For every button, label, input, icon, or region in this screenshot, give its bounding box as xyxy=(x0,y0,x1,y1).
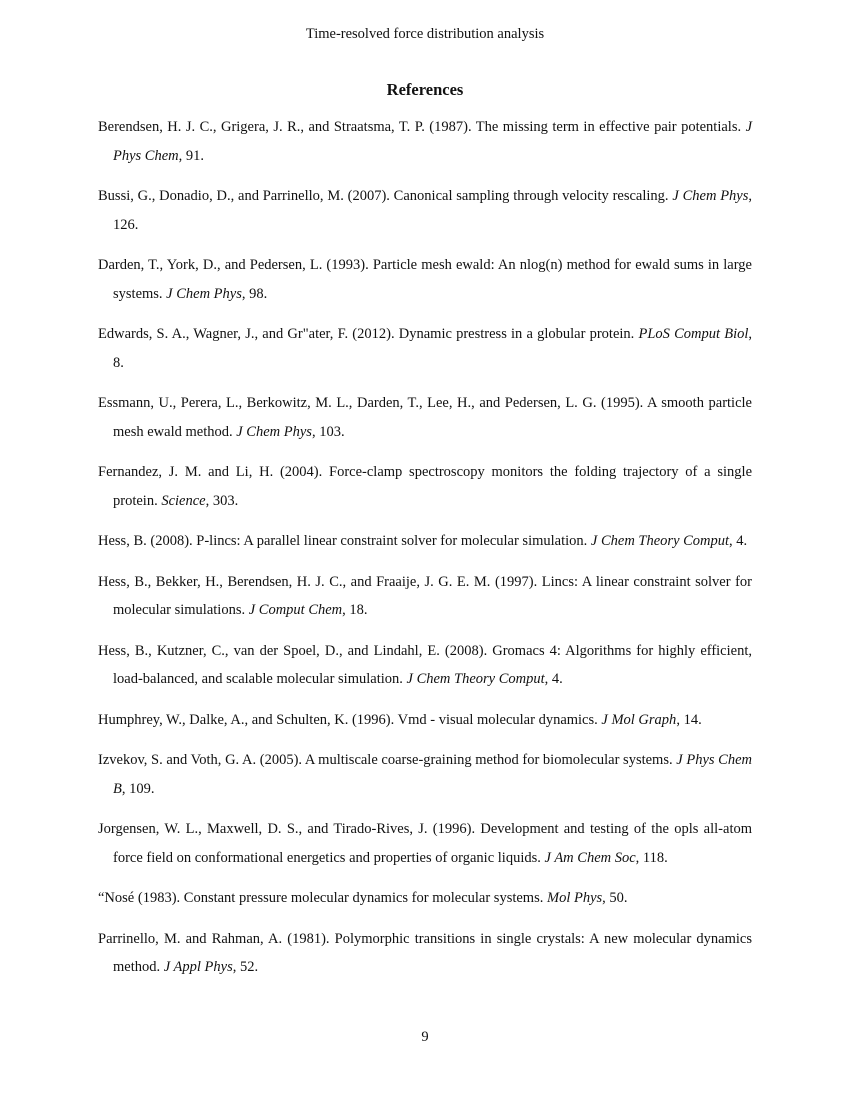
reference-venue: J Chem Phys xyxy=(166,285,242,302)
reference-item xyxy=(98,389,752,446)
section-title: References xyxy=(386,80,464,99)
reference-text: Hess, B., Bekker, H., Berendsen, H. J. C., and Fraaije, J. G. E. M. (1997). Lincs: A linear constraint solver for molecular simulations. xyxy=(98,573,752,618)
reference-text: Bussi, G., Donadio, D., and Parrinello, M. (2007). Canonical sampling through velocity rescaling. xyxy=(98,188,669,204)
reference-text: Parrinello, M. and Rahman, A. (1981). Polymorphic transitions in single crystals: A new molecular dynamics method. xyxy=(98,930,752,975)
reference-item xyxy=(98,706,752,735)
reference-text: Essmann, U., Perera, L., Berkowitz, M. L., Darden, T., Lee, H., and Pedersen, L. G. (1995). A smooth particle mesh ewald method. xyxy=(98,395,752,440)
reference-text: Izvekov, S. and Voth, G. A. (2005). A multiscale coarse-graining method for biomolecular systems. xyxy=(98,752,673,768)
reference-venue: J Am Chem Soc xyxy=(544,849,636,866)
reference-volume: , 109. xyxy=(121,780,155,797)
reference-item xyxy=(98,815,752,872)
reference-text: Berendsen, H. J. C., Grigera, J. R., and Straatsma, T. P. (1987). The missing term in effective pair potentials. xyxy=(98,119,742,135)
reference-venue: J Appl Phys xyxy=(163,959,233,975)
reference-venue: PLoS Comput Biol xyxy=(638,326,749,342)
reference-volume: , 126. xyxy=(113,188,753,233)
reference-volume: , 98. xyxy=(241,285,268,302)
reference-venue: J Chem Phys xyxy=(672,188,749,204)
reference-item xyxy=(98,568,752,625)
reference-volume: , 103. xyxy=(311,423,345,440)
reference-text: Jorgensen, W. L., Maxwell, D. S., and Tirado-Rives, J. (1996). Development and testing of the opls all-atom force field on conformational energetics and properties of organic liquids. xyxy=(98,821,752,866)
reference-item xyxy=(98,925,752,982)
reference-item xyxy=(98,251,752,308)
reference-volume: , 14. xyxy=(676,711,702,728)
reference-volume: , 52. xyxy=(232,959,259,975)
reference-volume: , 4. xyxy=(544,671,563,687)
reference-item xyxy=(98,746,752,803)
reference-volume: , 18. xyxy=(342,602,368,618)
reference-venue: J Mol Graph xyxy=(601,711,677,728)
reference-venue: J Chem Theory Comput xyxy=(590,533,730,549)
reference-venue: J Phys Chem xyxy=(113,119,752,164)
reference-volume: , 50. xyxy=(602,890,628,906)
reference-item xyxy=(98,113,752,170)
reference-item xyxy=(98,884,752,913)
reference-volume: , 91. xyxy=(178,147,205,164)
reference-text: Fernandez, J. M. and Li, H. (2004). Force-clamp spectroscopy monitors the folding trajectory of a single protein. xyxy=(98,464,752,509)
reference-volume: , 118. xyxy=(635,849,668,866)
reference-list xyxy=(98,113,752,994)
reference-text: “Nosé (1983). Constant pressure molecular dynamics for molecular systems. xyxy=(98,890,544,906)
reference-venue: Mol Phys xyxy=(546,890,603,906)
reference-item xyxy=(98,320,752,377)
reference-text: Hess, B. (2008). P-lincs: A parallel linear constraint solver for molecular simulation. xyxy=(98,533,588,549)
reference-volume: , 4. xyxy=(729,533,748,549)
reference-item xyxy=(98,182,752,239)
reference-text: Edwards, S. A., Wagner, J., and Gr"ater, F. (2012). Dynamic prestress in a globular protein. xyxy=(98,326,635,342)
reference-item xyxy=(98,637,752,694)
page-number: 9 xyxy=(421,1029,429,1045)
reference-text: Darden, T., York, D., and Pedersen, L. (1993). Particle mesh ewald: An nlog(n) method for ewald sums in large systems. xyxy=(98,257,752,302)
reference-text: Humphrey, W., Dalke, A., and Schulten, K. (1996). Vmd - visual molecular dynamics. xyxy=(98,711,598,728)
reference-item xyxy=(98,458,752,515)
reference-venue: J Chem Phys xyxy=(236,423,312,440)
reference-venue: J Comput Chem xyxy=(248,602,343,618)
running-header: Time-resolved force distribution analysis xyxy=(305,26,545,42)
reference-volume: , 8. xyxy=(113,326,752,371)
reference-volume: , 303. xyxy=(205,492,239,509)
reference-venue: Science xyxy=(161,492,206,509)
reference-text: Hess, B., Kutzner, C., van der Spoel, D., and Lindahl, E. (2008). Gromacs 4: Algorithms for highly efficient, load-balanced, and scalable molecular simulation. xyxy=(98,642,752,687)
reference-venue: J Phys Chem B xyxy=(113,752,752,797)
reference-item xyxy=(98,527,752,556)
reference-venue: J Chem Theory Comput xyxy=(406,671,545,687)
